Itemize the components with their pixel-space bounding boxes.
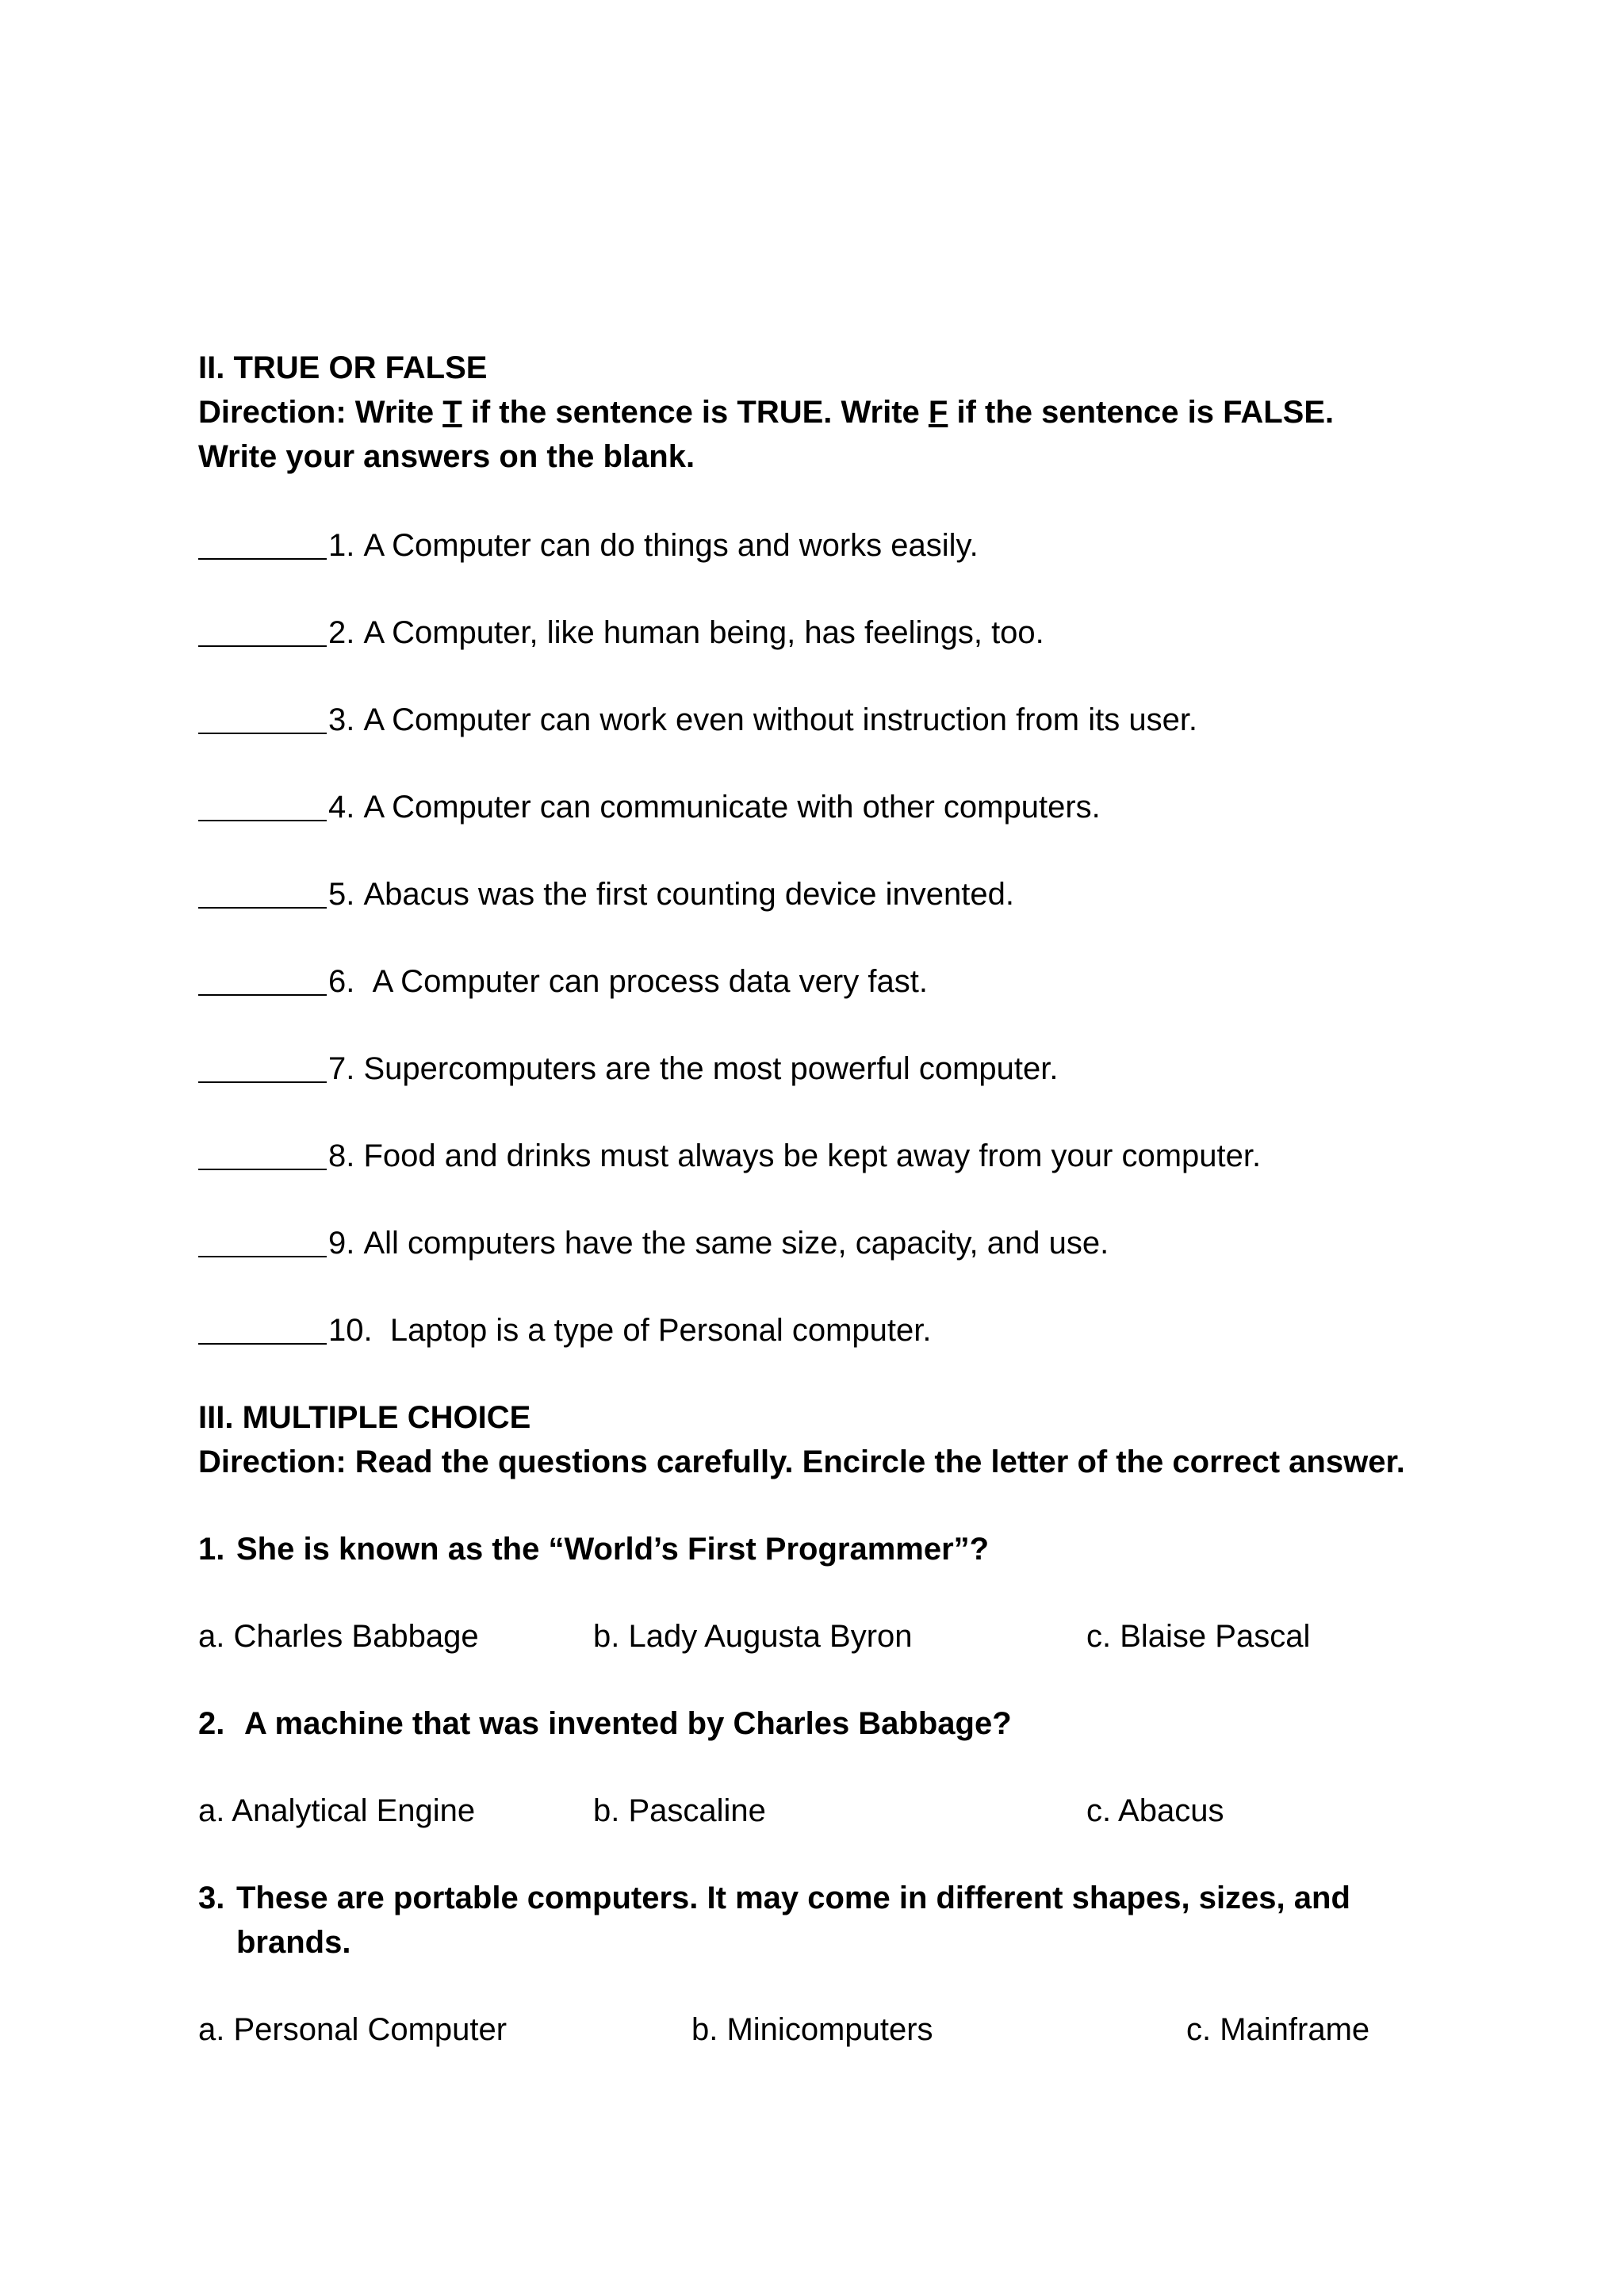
section-title: III. MULTIPLE CHOICE	[198, 1400, 531, 1435]
item-text: A Computer can do things and works easily.	[363, 528, 979, 563]
answer-blank[interactable]	[198, 959, 327, 996]
answer-blank[interactable]	[198, 872, 327, 909]
item-text: All computers have the same size, capacity, and use.	[363, 1226, 1109, 1261]
choice-b[interactable]: b. Pascaline	[593, 1793, 766, 1828]
answer-blank[interactable]	[198, 698, 327, 734]
list-item	[198, 1134, 1530, 1178]
item-text: Abacus was the first counting device invented.	[363, 877, 1014, 912]
choice-c[interactable]: c. Blaise Pascal	[1086, 1619, 1311, 1654]
question-number: 3.	[198, 1881, 225, 1915]
item-text: Food and drinks must always be kept away from your computer.	[363, 1138, 1262, 1173]
item-text: A Computer, like human being, has feelings, too.	[363, 615, 1044, 650]
question-text: These are portable computers. It may come in different shapes, sizes, and brands.	[236, 1881, 1350, 1960]
choice-row	[198, 1789, 1530, 1833]
choice-c[interactable]: c. Abacus	[1086, 1793, 1224, 1828]
item-number: 8.	[328, 1138, 355, 1173]
item-number: 7.	[328, 1051, 355, 1086]
list-item	[198, 959, 1530, 1004]
answer-blank[interactable]	[198, 1134, 327, 1170]
item-number: 5.	[328, 877, 355, 912]
item-number: 3.	[328, 702, 355, 737]
section-direction	[198, 390, 1530, 434]
question	[198, 1701, 1530, 1746]
list-item	[198, 872, 1530, 916]
list-item	[198, 785, 1530, 829]
item-text: A Computer can communicate with other computers.	[363, 790, 1101, 825]
section-direction-line2: Write your answers on the blank.	[198, 439, 695, 474]
choice-b[interactable]: b. Minicomputers	[691, 2012, 933, 2047]
list-item	[198, 1308, 1530, 1353]
list-item	[198, 698, 1530, 742]
answer-blank[interactable]	[198, 1221, 327, 1257]
choice-row	[198, 2007, 1530, 2052]
answer-blank[interactable]	[198, 1308, 327, 1345]
direction-t-letter: T	[442, 395, 462, 430]
item-text: Laptop is a type of Personal computer.	[389, 1313, 932, 1348]
direction-text: if the sentence is FALSE.	[948, 395, 1335, 430]
list-item	[198, 1047, 1530, 1091]
section-true-or-false	[198, 346, 1530, 1353]
choice-a[interactable]: a. Charles Babbage	[198, 1619, 479, 1654]
section-title: II. TRUE OR FALSE	[198, 350, 488, 385]
worksheet-page	[198, 346, 1530, 2052]
question-text: She is known as the “World’s First Programmer”?	[236, 1532, 990, 1567]
list-item	[198, 523, 1530, 568]
item-text: A Computer can work even without instruction from its user.	[363, 702, 1198, 737]
answer-blank[interactable]	[198, 1047, 327, 1083]
answer-blank[interactable]	[198, 785, 327, 821]
direction-text: if the sentence is TRUE. Write	[462, 395, 929, 430]
item-number: 6.	[328, 964, 355, 999]
question	[198, 1876, 1530, 1965]
item-number: 2.	[328, 615, 355, 650]
item-number: 4.	[328, 790, 355, 825]
answer-blank[interactable]	[198, 523, 327, 560]
item-number: 9.	[328, 1226, 355, 1261]
choice-a[interactable]: a. Personal Computer	[198, 2012, 508, 2047]
choice-c[interactable]: c. Mainframe	[1186, 2012, 1370, 2047]
section-multiple-choice	[198, 1395, 1530, 2052]
question	[198, 1527, 1530, 1571]
section-direction: Direction: Read the questions carefully. Encircle the letter of the correct answer.	[198, 1445, 1405, 1479]
question-number: 1.	[198, 1532, 225, 1567]
list-item	[198, 610, 1530, 655]
question-number: 2.	[198, 1706, 225, 1741]
choice-a[interactable]: a. Analytical Engine	[198, 1793, 476, 1828]
list-item	[198, 1221, 1530, 1265]
item-text: A Computer can process data very fast.	[372, 964, 928, 999]
choice-row	[198, 1614, 1530, 1659]
answer-blank[interactable]	[198, 610, 327, 647]
item-text: Supercomputers are the most powerful computer.	[363, 1051, 1059, 1086]
direction-f-letter: F	[928, 395, 948, 430]
question-text: A machine that was invented by Charles Babbage?	[244, 1706, 1012, 1741]
item-number: 10.	[328, 1313, 373, 1348]
direction-text: Direction: Write	[198, 395, 443, 430]
item-number: 1.	[328, 528, 355, 563]
true-false-list	[198, 523, 1530, 1353]
choice-b[interactable]: b. Lady Augusta Byron	[593, 1619, 913, 1654]
